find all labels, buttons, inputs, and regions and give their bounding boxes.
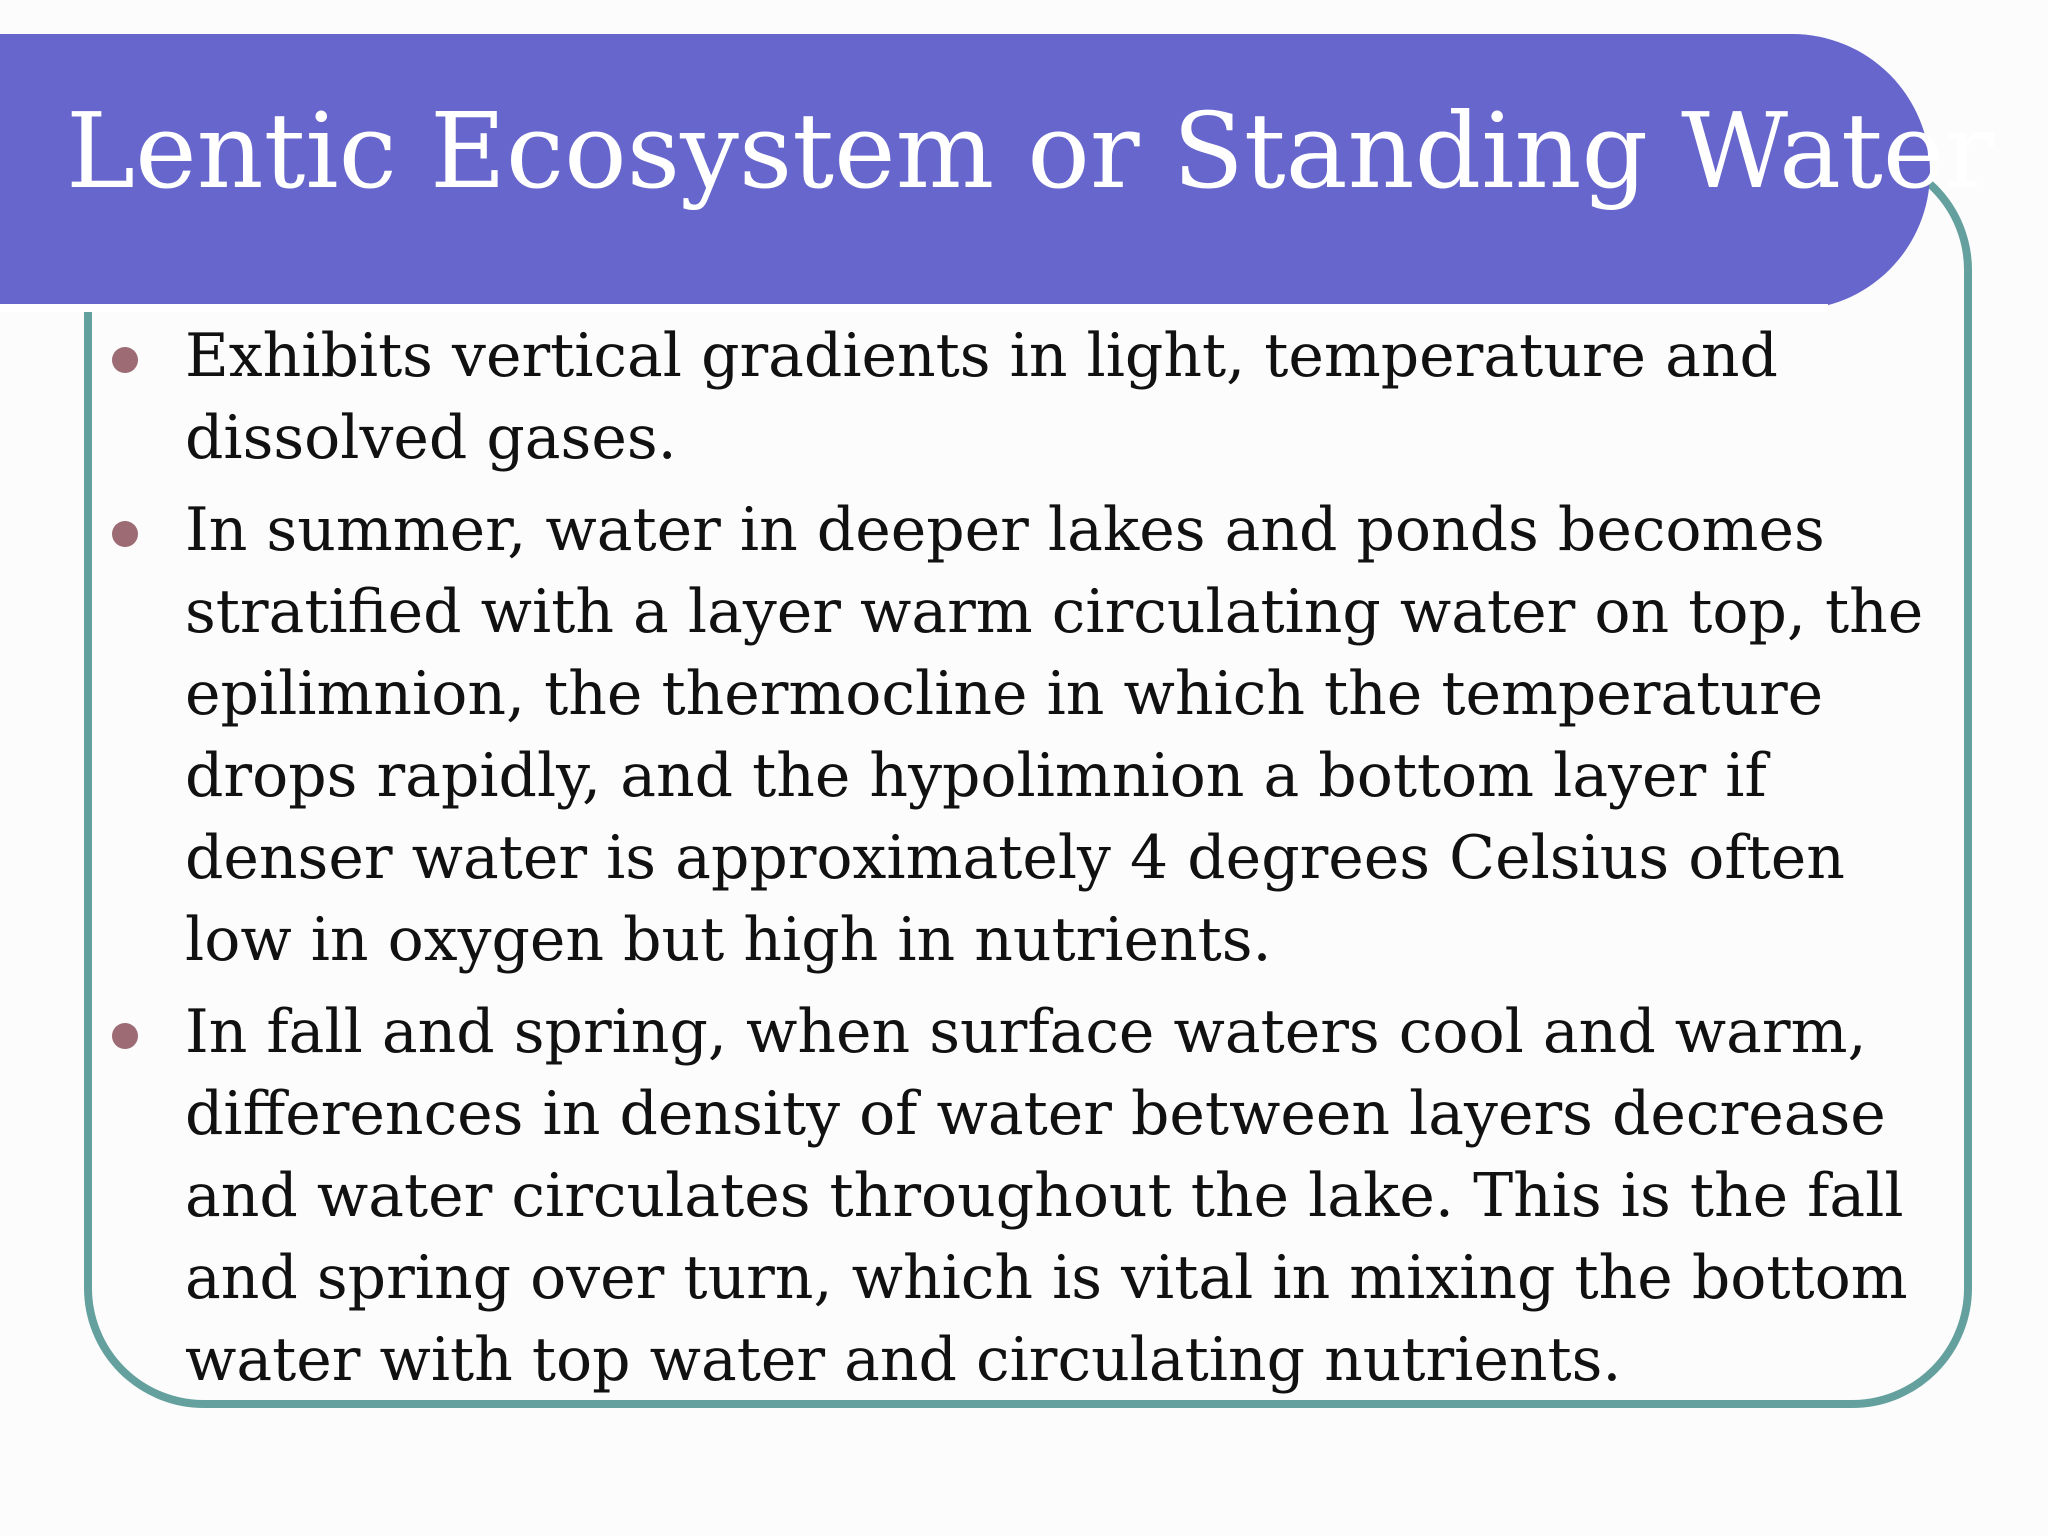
- bullet-dot-icon: [112, 1023, 138, 1049]
- bullet-dot-icon: [112, 521, 138, 547]
- bullet-list: [110, 315, 1940, 1411]
- title-underline: [0, 304, 1828, 312]
- slide-title: Lentic Ecosystem or Standing Water: [66, 90, 1995, 212]
- bullet-text: In summer, water in deeper lakes and ponds becomes stratified with a layer warm circulating water on top, the epilimnion, the thermocline in which the temperature drops rapidly, and the hypolimnion a bottom layer if denser water is approximately 4 degrees Celsius often low in oxygen but high in nutrients.: [185, 495, 1924, 975]
- bullet-text: Exhibits vertical gradients in light, temperature and dissolved gases.: [185, 321, 1778, 473]
- bullet-item: [110, 489, 1940, 981]
- bullet-text: In fall and spring, when surface waters cool and warm, differences in density of water between layers decrease and water circulates throughout the lake. This is the fall and spring over turn, which is vital in mixing the bottom water with top water and circulating nutrients.: [185, 997, 1908, 1395]
- bullet-item: [110, 991, 1940, 1401]
- bullet-item: [110, 315, 1940, 479]
- title-band: [0, 34, 1995, 310]
- bullet-dot-icon: [112, 347, 138, 373]
